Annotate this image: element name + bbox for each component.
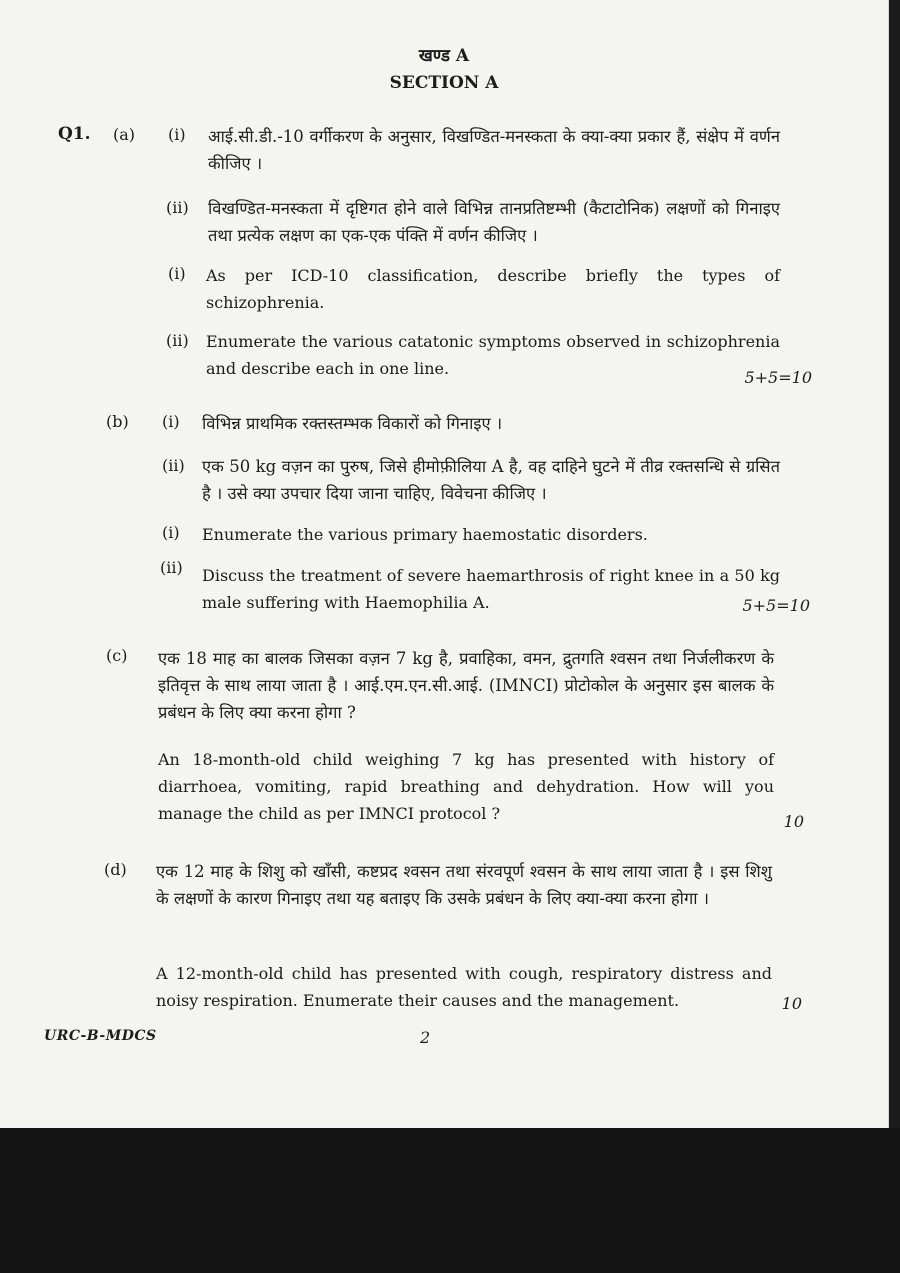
part-d-marks: 10 <box>781 994 802 1013</box>
part-c-english: An 18-month-old child weighing 7 kg has presented with history of diarrhoea, vomiting, rapid breathing and dehydration. How will you manage the child as per IMNCI protocol ? <box>158 750 774 823</box>
part-a-label: (a) <box>113 125 136 144</box>
part-c-marks: 10 <box>783 812 804 831</box>
part-c-label: (c) <box>106 646 128 665</box>
part-a-i-english: As per ICD-10 classification, describe briefly the types of schizophrenia. <box>206 266 780 312</box>
part-a-ii-label-hindi: (ii) <box>166 198 189 217</box>
part-d-hindi: एक 12 माह के शिशु को खाँसी, कष्टप्रद श्वसन तथा संरवपूर्ण श्वसन के साथ लाया जाता है । इस शिशु के लक्षणों के कारण गिनाइए तथा यह बताइए कि उसके प्रबंधन के लिए क्या-क्या करना होगा । <box>156 862 772 908</box>
scan-background <box>0 1128 900 1273</box>
part-d-english: A 12-month-old child has presented with cough, respiratory distress and noisy respiration. Enumerate their causes and the management. <box>156 964 772 1010</box>
page-number: 2 <box>420 1028 431 1047</box>
part-a-i-hindi: आई.सी.डी.-10 वर्गीकरण के अनुसार, विखण्डित-मनस्कता के क्या-क्या प्रकार हैं, संक्षेप में वर्णन कीजिए । <box>208 127 780 173</box>
part-a-marks: 5+5=10 <box>744 368 812 387</box>
section-title-hindi: खण्ड A <box>418 46 470 66</box>
part-a-ii-hindi: विखण्डित-मनस्कता में दृष्टिगत होने वाले विभिन्न तानप्रतिष्टम्भी (कैटाटोनिक) लक्षणों को गिनाइए तथा प्रत्येक लक्षण का एक-एक पंक्ति में वर्णन कीजिए । <box>208 199 780 245</box>
part-a-i-label-english: (i) <box>168 264 186 283</box>
part-b-ii-label-english: (ii) <box>160 558 183 577</box>
part-d-label: (d) <box>104 860 127 879</box>
part-b-i-english: Enumerate the various primary haemostatic disorders. <box>202 525 648 544</box>
section-title-english: SECTION A <box>389 73 499 93</box>
part-a-ii-label-english: (ii) <box>166 331 189 350</box>
paper-code: URC-B-MDCS <box>44 1028 157 1044</box>
part-b-i-label-english: (i) <box>162 523 180 542</box>
part-b-i-label-hindi: (i) <box>162 412 180 431</box>
part-b-ii-hindi: एक 50 kg वज़न का पुरुष, जिसे हीमोफ़ीलिया A है, वह दाहिने घुटने में तीव्र रक्तसन्धि से ग्रसित है । उसे क्या उपचार दिया जाना चाहिए, विवेचना कीजिए । <box>202 457 780 503</box>
part-a-i-label-hindi: (i) <box>168 125 186 144</box>
part-c-hindi: एक 18 माह का बालक जिसका वज़न 7 kg है, प्रवाहिका, वमन, द्रुतगति श्वसन तथा निर्जलीकरण के इतिवृत्त के साथ लाया जाता है । आई.एम.एन.सी.आई. (IMNCI) प्रोटोकोल के अनुसार इस बालक के प्रबंधन के लिए क्या करना होगा ? <box>158 649 774 722</box>
part-b-ii-english: Discuss the treatment of severe haemarthrosis of right knee in a 50 kg male suffering with Haemophilia A. <box>202 566 780 612</box>
question-number: Q1. <box>58 124 91 144</box>
part-a-ii-english: Enumerate the various catatonic symptoms observed in schizophrenia and describe each in one line. <box>206 332 780 378</box>
part-b-ii-label-hindi: (ii) <box>162 456 185 475</box>
part-b-label: (b) <box>106 412 129 431</box>
part-b-marks: 5+5=10 <box>742 596 810 615</box>
part-b-i-hindi: विभिन्न प्राथमिक रक्तस्तम्भक विकारों को गिनाइए । <box>202 414 503 433</box>
